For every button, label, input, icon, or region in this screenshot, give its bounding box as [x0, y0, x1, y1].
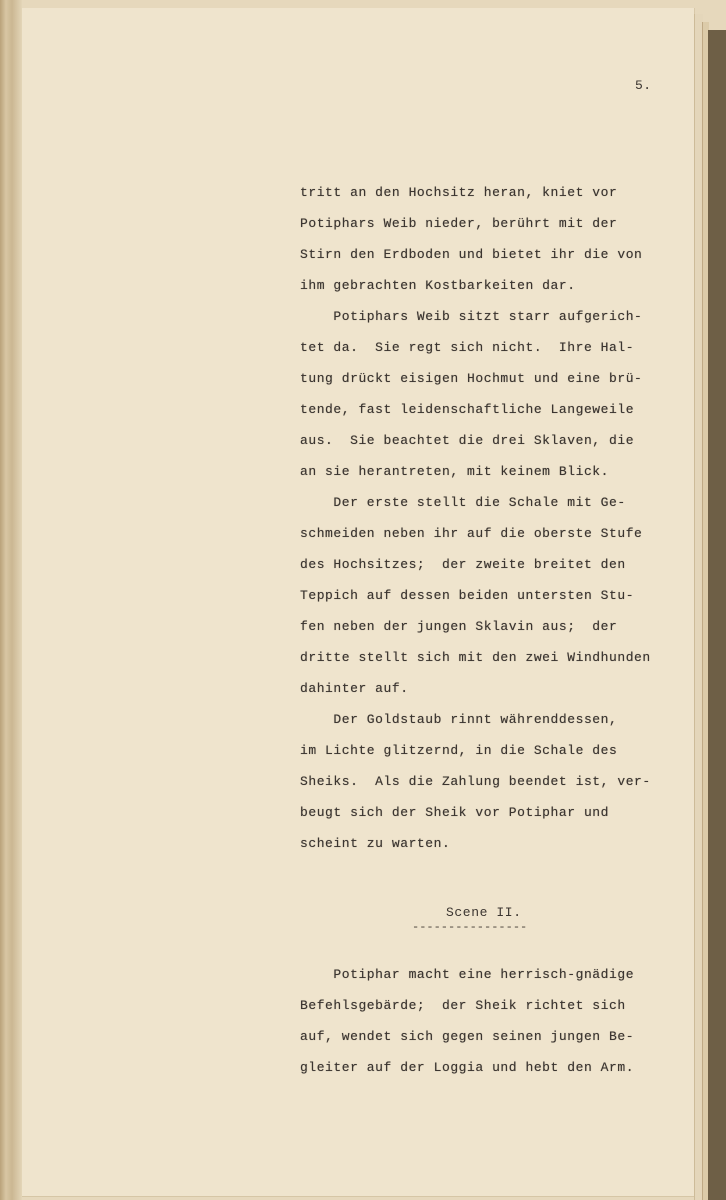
text-line: an sie herantreten, mit keinem Blick.: [300, 464, 609, 479]
text-line: dahinter auf.: [300, 681, 409, 696]
page-number: 5.: [635, 78, 652, 93]
text-line: Potiphar macht eine herrisch-gnädige: [300, 967, 635, 982]
text-line: Potiphars Weib sitzt starr aufgerich-: [300, 309, 643, 324]
text-line: Sheiks. Als die Zahlung beendet ist, ver-: [300, 774, 651, 789]
text-line: Stirn den Erdboden und bietet ihr die von: [300, 247, 643, 262]
text-line: Der Goldstaub rinnt währenddessen,: [300, 712, 618, 727]
text-line: Befehlsgebärde; der Sheik richtet sich: [300, 998, 626, 1013]
text-line: tritt an den Hochsitz heran, kniet vor: [300, 185, 618, 200]
text-line: Potiphars Weib nieder, berührt mit der: [300, 216, 618, 231]
text-line: tet da. Sie regt sich nicht. Ihre Hal-: [300, 340, 635, 355]
text-line: ihm gebrachten Kostbarkeiten dar.: [300, 278, 576, 293]
text-line: scheint zu warten.: [300, 836, 451, 851]
text-line: tende, fast leidenschaftliche Langeweile: [300, 402, 635, 417]
text-line: Teppich auf dessen beiden untersten Stu-: [300, 588, 635, 603]
text-line: gleiter auf der Loggia und hebt den Arm.: [300, 1060, 635, 1075]
scene-heading-underline: ----------------: [412, 920, 528, 934]
text-line: des Hochsitzes; der zweite breitet den: [300, 557, 626, 572]
text-line: dritte stellt sich mit den zwei Windhunden: [300, 650, 651, 665]
text-line: aus. Sie beachtet die drei Sklaven, die: [300, 433, 635, 448]
book-binding: [0, 0, 22, 1200]
dark-margin: [708, 30, 726, 1200]
scene-heading: Scene II.: [446, 905, 522, 920]
text-line: im Lichte glitzernd, in die Schale des: [300, 743, 618, 758]
text-line: auf, wendet sich gegen seinen jungen Be-: [300, 1029, 635, 1044]
text-line: fen neben der jungen Sklavin aus; der: [300, 619, 618, 634]
text-line: tung drückt eisigen Hochmut und eine brü-: [300, 371, 643, 386]
text-line: beugt sich der Sheik vor Potiphar und: [300, 805, 609, 820]
text-line: Der erste stellt die Schale mit Ge-: [300, 495, 626, 510]
text-line: schmeiden neben ihr auf die oberste Stufe: [300, 526, 643, 541]
